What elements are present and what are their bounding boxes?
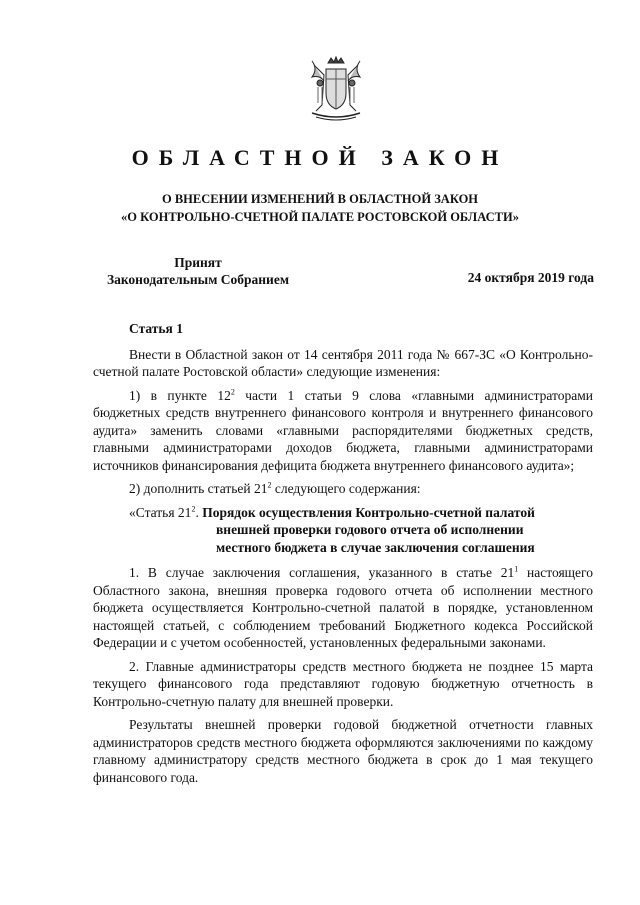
law-subtitle	[0, 190, 640, 226]
item-1-text-a: 1) в пункте 12	[129, 387, 231, 403]
item-1-sup: 2	[230, 387, 235, 396]
point-1-sup: 1	[514, 564, 519, 574]
new-article-label: «Статья 21	[129, 504, 192, 520]
adopted-line-1: Принят	[174, 255, 222, 270]
law-title: ОБЛАСТНОЙ ЗАКОН	[131, 145, 509, 170]
law-body	[93, 320, 593, 792]
point-3: Результаты внешней проверки годовой бюджетной отчетности главных администраторов средств местного бюджета оформляются заключениями по каждому главному администратору средств местного бюджета в срок до 1 мая текущего финансового года.	[93, 717, 593, 785]
point-1-text-b: настоящего Областного закона, внешняя проверка годового отчета об исполнении местного бюджета осуществляется Контрольно-счетной палатой в порядке, установленном настоящей статьей, с соблюдением требований Бюджетного кодекса Российской Федерации и с учетом особенностей, установленных федеральными законами.	[93, 565, 593, 650]
adoption-date: 24 октября 2019 года	[467, 270, 594, 285]
new-article-sup: 2	[191, 504, 196, 513]
article-intro: Внести в Областной закон от 14 сентября 2011 года № 667-ЗС «О Контрольно-счетной палате Ростовской области» следующие изменения:	[93, 346, 593, 379]
item-1	[93, 387, 593, 475]
point-2: 2. Главные администраторы средств местного бюджета не позднее 15 марта текущего финансового года представляют годовую бюджетную отчетность в Контрольно-счетную палату для внешней проверки.	[93, 658, 593, 709]
item-1-text-b: части 1 статьи 9 слова «главными администраторами бюджетных средств внутреннего финансового контроля и внутреннего финансового аудита» заменить словами «главными распорядителями бюджетных средств, главными администраторами доходов бюджета, главными администраторами источников финансирования дефицита бюджета внутреннего финансового аудита»;	[93, 387, 594, 473]
point-1-text-a: 1. В случае заключения соглашения, указанного в статье 21	[129, 565, 515, 580]
adopted-line-2: Законодательным Собранием	[106, 272, 290, 287]
new-article-label-dot: .	[195, 504, 199, 520]
subtitle-line-1: О ВНЕСЕНИИ ИЗМЕНЕНИЙ В ОБЛАСТНОЙ ЗАКОН	[161, 192, 479, 206]
item-2-sup: 2	[267, 480, 272, 490]
item-2-text-a: 2) дополнить статьей 21	[129, 481, 268, 496]
point-1	[93, 564, 593, 652]
new-article-title-line-1: Порядок осуществления Контрольно-счетной палатой	[202, 504, 535, 520]
adopted-by	[93, 254, 303, 288]
item-2	[93, 480, 593, 498]
coat-of-arms-emblem	[306, 55, 366, 123]
new-article-title-line-2: внешней проверки годового отчета об исполнении	[216, 522, 524, 537]
article-heading: Статья 1	[129, 321, 183, 336]
new-article-title-line-3: местного бюджета в случае заключения соглашения	[216, 539, 535, 555]
new-article-title	[93, 504, 593, 557]
subtitle-line-2: «О КОНТРОЛЬНО-СЧЕТНОЙ ПАЛАТЕ РОСТОВСКОЙ ОБЛАСТИ»	[121, 210, 519, 224]
item-2-text-b: следующего содержания:	[271, 481, 421, 496]
